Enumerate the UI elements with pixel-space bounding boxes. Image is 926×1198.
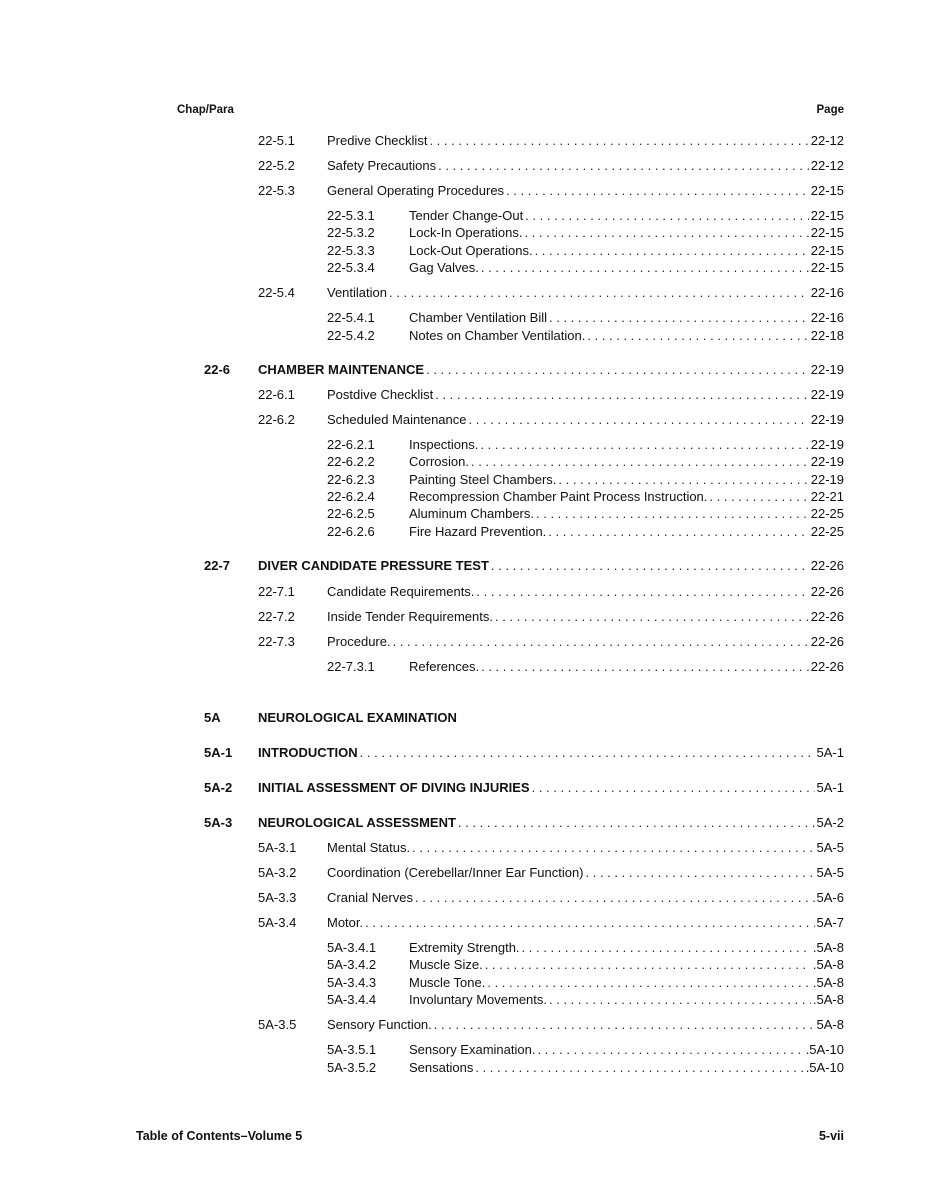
toc-entry-title: Safety Precautions: [327, 158, 437, 173]
toc-entry-number: 5A-3.4.3: [327, 975, 377, 990]
toc-entry[interactable]: [258, 157, 844, 175]
toc-entry-title: Inspections.: [409, 437, 479, 452]
toc-entry-number: 5A-3.4: [258, 915, 297, 930]
toc-entry-number: 22-7.2: [258, 609, 295, 624]
dot-leader: [495, 608, 809, 626]
toc-entry-page: 5A-2: [816, 815, 844, 830]
toc-entry[interactable]: [204, 744, 844, 762]
dot-leader: [429, 132, 808, 150]
toc-entry-title: Involuntary Movements.: [409, 992, 548, 1007]
toc-entry-number: 22-5.4.1: [327, 310, 375, 325]
toc-entry-number: 5A-3.1: [258, 840, 297, 855]
toc-entry-number: 5A-1: [204, 745, 233, 760]
dot-leader: [469, 411, 809, 429]
toc-entry-number: 22-5.3.3: [327, 243, 375, 258]
toc-entry-number: 22-5.2: [258, 158, 295, 173]
toc-entry-title: Painting Steel Chambers.: [409, 472, 557, 487]
toc-entry-title: Tender Change-Out: [409, 208, 524, 223]
toc-entry-page: 22-15: [810, 183, 844, 198]
dot-leader: [426, 361, 809, 379]
toc-entry[interactable]: [258, 633, 844, 651]
toc-entry-title: Ventilation: [327, 285, 387, 300]
toc-entry-number: 5A-2: [204, 780, 233, 795]
toc-entry-page: .5A-8: [812, 957, 844, 972]
footer-page-number: 5-vii: [818, 1129, 844, 1143]
toc-entry-number: 22-6.2.5: [327, 506, 375, 521]
toc-entry[interactable]: [327, 436, 844, 454]
toc-entry-number: 22-6.1: [258, 387, 295, 402]
dot-leader: [709, 488, 808, 506]
toc-entry-title: DIVER CANDIDATE PRESSURE TEST: [258, 558, 489, 573]
toc-entry-number: 5A: [204, 710, 221, 725]
dot-leader: [438, 157, 809, 175]
toc-entry-number: 5A-3.4.4: [327, 992, 377, 1007]
toc-entry[interactable]: [258, 583, 844, 601]
toc-entry-page: 22-26: [810, 584, 844, 599]
toc-entry[interactable]: [258, 864, 844, 882]
dot-leader: [525, 207, 809, 225]
dot-leader: [532, 779, 815, 797]
toc-entry[interactable]: [327, 939, 844, 957]
toc-entry-page: .5A-8: [812, 975, 844, 990]
toc-entry-page: 5A-8: [816, 1017, 844, 1032]
toc-entry-page: 22-19: [810, 472, 844, 487]
toc-entry-page: 22-21: [810, 489, 844, 504]
dot-leader: [435, 386, 809, 404]
dot-leader: [506, 182, 809, 200]
toc-entry-page: .5A-8: [812, 940, 844, 955]
dot-leader: [558, 471, 808, 489]
dot-leader: [491, 557, 809, 575]
toc-entry[interactable]: [204, 814, 844, 832]
toc-entry[interactable]: [327, 658, 844, 676]
toc-entry-title: Sensory Examination.: [409, 1042, 536, 1057]
column-header-chap-para: Chap/Para: [177, 104, 234, 116]
toc-entry-number: 22-5.3.1: [327, 208, 375, 223]
toc-entry[interactable]: [327, 488, 844, 506]
toc-entry-number: 22-6.2.3: [327, 472, 375, 487]
toc-entry[interactable]: [258, 839, 844, 857]
toc-entry[interactable]: [327, 207, 844, 225]
toc-entry[interactable]: [327, 991, 844, 1009]
dot-leader: [476, 583, 808, 601]
toc-entry[interactable]: [327, 259, 844, 277]
toc-entry-title: Aluminum Chambers.: [409, 506, 534, 521]
toc-entry[interactable]: [327, 974, 844, 992]
toc-entry-title: Extremity Strength.: [409, 940, 520, 955]
toc-entry-page: 22-18: [810, 328, 844, 343]
dot-leader: [434, 1016, 815, 1034]
dot-leader: [549, 991, 811, 1009]
toc-entry-page: 22-26: [810, 634, 844, 649]
toc-entry-page: 5A-1: [816, 745, 844, 760]
toc-entry-number: 22-7.3.1: [327, 659, 375, 674]
toc-entry-page: 5A-5: [816, 865, 844, 880]
toc-entry[interactable]: [258, 386, 844, 404]
dot-leader: [536, 505, 809, 523]
toc-entry[interactable]: [258, 284, 844, 302]
toc-entry-number: 5A-3.5.1: [327, 1042, 377, 1057]
dot-leader: [587, 327, 808, 345]
footer-title: Table of Contents–Volume 5: [136, 1129, 303, 1143]
column-header-page: Page: [816, 104, 844, 116]
dot-leader: [415, 889, 815, 907]
dot-leader: [360, 744, 815, 762]
toc-entry-title: Coordination (Cerebellar/Inner Ear Function): [327, 865, 584, 880]
toc-entry-number: 5A-3: [204, 815, 233, 830]
dot-leader: [480, 436, 808, 454]
toc-entry-title: Sensory Function.: [327, 1017, 432, 1032]
toc-entry-page: 22-15: [810, 243, 844, 258]
toc-entry-title: Corrosion.: [409, 454, 469, 469]
toc-entry[interactable]: [327, 242, 844, 260]
toc-entry-page: 22-12: [810, 158, 844, 173]
toc-entry-title: Postdive Checklist: [327, 387, 434, 402]
toc-entry-number: 22-7.1: [258, 584, 295, 599]
dot-leader: [475, 1059, 803, 1077]
toc-entry-number: 5A-3.4.1: [327, 940, 377, 955]
toc-entry-title: Recompression Chamber Paint Process Instruction.: [409, 489, 708, 504]
dot-leader: [481, 259, 809, 277]
toc-entry-number: 22-6.2.2: [327, 454, 375, 469]
toc-entry-title: Chamber Ventilation Bill: [409, 310, 548, 325]
toc-entry-title: CHAMBER MAINTENANCE: [258, 362, 425, 377]
dot-leader: [365, 914, 814, 932]
toc-entry[interactable]: [258, 1016, 844, 1034]
toc-entry-title: References.: [409, 659, 480, 674]
toc-entry-title: Motor.: [327, 915, 364, 930]
toc-entry-page: 22-15: [810, 208, 844, 223]
toc-entry-number: 5A-3.4.2: [327, 957, 377, 972]
toc-entry-number: 22-6.2.4: [327, 489, 375, 504]
toc-entry-page: 22-26: [810, 609, 844, 624]
toc-entry-title: NEUROLOGICAL EXAMINATION: [258, 710, 457, 725]
dot-leader: [549, 309, 809, 327]
toc-entry-number: 22-6.2: [258, 412, 295, 427]
dot-leader: [537, 1041, 803, 1059]
toc-entry-page: .5A-8: [812, 992, 844, 1007]
dot-leader: [535, 242, 809, 260]
dot-leader: [586, 864, 815, 882]
toc-entry-number: 22-5.3.4: [327, 260, 375, 275]
toc-entry-title: General Operating Procedures: [327, 183, 505, 198]
toc-entry-number: 5A-3.2: [258, 865, 297, 880]
toc-entry-number: 22-5.3: [258, 183, 295, 198]
toc-entry-number: 22-5.4: [258, 285, 295, 300]
toc-entry-page: 22-12: [810, 133, 844, 148]
dot-leader: [487, 974, 811, 992]
dot-leader: [522, 939, 811, 957]
toc-entry-page: .5A-10: [805, 1060, 844, 1075]
toc-entry-page: 22-25: [810, 524, 844, 539]
toc-entry[interactable]: [327, 1059, 844, 1077]
toc-entry-page: 22-15: [810, 260, 844, 275]
toc-entry-number: 22-6.2.1: [327, 437, 375, 452]
toc-entry-number: 22-5.1: [258, 133, 295, 148]
toc-entry-number: 5A-3.5: [258, 1017, 297, 1032]
toc-entry-title: Predive Checklist: [327, 133, 428, 148]
toc-entry[interactable]: [327, 1041, 844, 1059]
toc-entry-page: 22-19: [810, 362, 844, 377]
toc-entry[interactable]: [327, 956, 844, 974]
toc-entry[interactable]: [258, 914, 844, 932]
dot-leader: [471, 453, 809, 471]
toc-entry[interactable]: [204, 709, 844, 727]
toc-entry-title: Scheduled Maintenance: [327, 412, 467, 427]
toc-entry-number: 5A-3.3: [258, 890, 297, 905]
toc-entry-number: 22-5.4.2: [327, 328, 375, 343]
toc-entry[interactable]: [327, 505, 844, 523]
toc-entry-title: Lock-In Operations.: [409, 225, 523, 240]
dot-leader: [485, 956, 811, 974]
dot-leader: [481, 658, 809, 676]
toc-entry-number: 22-6: [204, 362, 231, 377]
toc-entry-number: 22-6.2.6: [327, 524, 375, 539]
toc-entry-title: Sensations: [409, 1060, 474, 1075]
toc-entry[interactable]: [327, 309, 844, 327]
toc-entry-title: INITIAL ASSESSMENT OF DIVING INJURIES: [258, 780, 530, 795]
toc-entry-title: Procedure.: [327, 634, 391, 649]
toc-entry-title: Muscle Tone.: [409, 975, 486, 990]
toc-entry-number: 22-7.3: [258, 634, 295, 649]
toc-entry-title: Lock-Out Operations.: [409, 243, 533, 258]
toc-entry-title: Cranial Nerves: [327, 890, 413, 905]
dot-leader: [548, 523, 808, 541]
toc-entry-number: 22-7: [204, 558, 231, 573]
toc-entry[interactable]: [258, 132, 844, 150]
toc-entry-page: 22-26: [810, 659, 844, 674]
toc-entry-title: Fire Hazard Prevention.: [409, 524, 547, 539]
dot-leader: [412, 839, 814, 857]
toc-entry-page: 5A-6: [816, 890, 844, 905]
toc-entry-title: Inside Tender Requirements.: [327, 609, 493, 624]
toc-entry-page: 22-19: [810, 387, 844, 402]
dot-leader: [524, 224, 808, 242]
toc-entry[interactable]: [327, 471, 844, 489]
toc-entry[interactable]: [204, 779, 844, 797]
toc-entry[interactable]: [258, 182, 844, 200]
toc-entry-title: Muscle Size.: [409, 957, 483, 972]
toc-entry[interactable]: [258, 608, 844, 626]
toc-entry-page: 22-16: [810, 310, 844, 325]
toc-entry-title: INTRODUCTION: [258, 745, 358, 760]
toc-entry-page: 22-25: [810, 506, 844, 521]
toc-entry[interactable]: [258, 889, 844, 907]
toc-entry-number: 22-5.3.2: [327, 225, 375, 240]
toc-entry[interactable]: [258, 411, 844, 429]
toc-entry-page: 22-16: [810, 285, 844, 300]
toc-entry-page: 22-19: [810, 412, 844, 427]
toc-entry[interactable]: [204, 361, 844, 379]
toc-entry-page: 22-19: [810, 437, 844, 452]
toc-entry[interactable]: [327, 453, 844, 471]
toc-entry-page: 22-26: [810, 558, 844, 573]
toc-entry[interactable]: [204, 557, 844, 575]
toc-entry-page: 22-15: [810, 225, 844, 240]
toc-entry-title: NEUROLOGICAL ASSESSMENT: [258, 815, 456, 830]
toc-entry-title: Candidate Requirements.: [327, 584, 475, 599]
dot-leader: [458, 814, 815, 832]
toc-entry-page: .5A-10: [805, 1042, 844, 1057]
toc-entry-title: Gag Valves.: [409, 260, 479, 275]
toc-entry-page: 5A-5: [816, 840, 844, 855]
toc-entry-title: Notes on Chamber Ventilation.: [409, 328, 586, 343]
toc-entry-page: 22-19: [810, 454, 844, 469]
toc-entry-number: 5A-3.5.2: [327, 1060, 377, 1075]
toc-entry[interactable]: [327, 523, 844, 541]
dot-leader: [393, 633, 809, 651]
toc-entry-page: 5A-7: [816, 915, 844, 930]
toc-entry[interactable]: [327, 224, 844, 242]
toc-entry-title: Mental Status.: [327, 840, 411, 855]
toc-entry[interactable]: [327, 327, 844, 345]
dot-leader: [389, 284, 809, 302]
toc-entry-page: 5A-1: [816, 780, 844, 795]
